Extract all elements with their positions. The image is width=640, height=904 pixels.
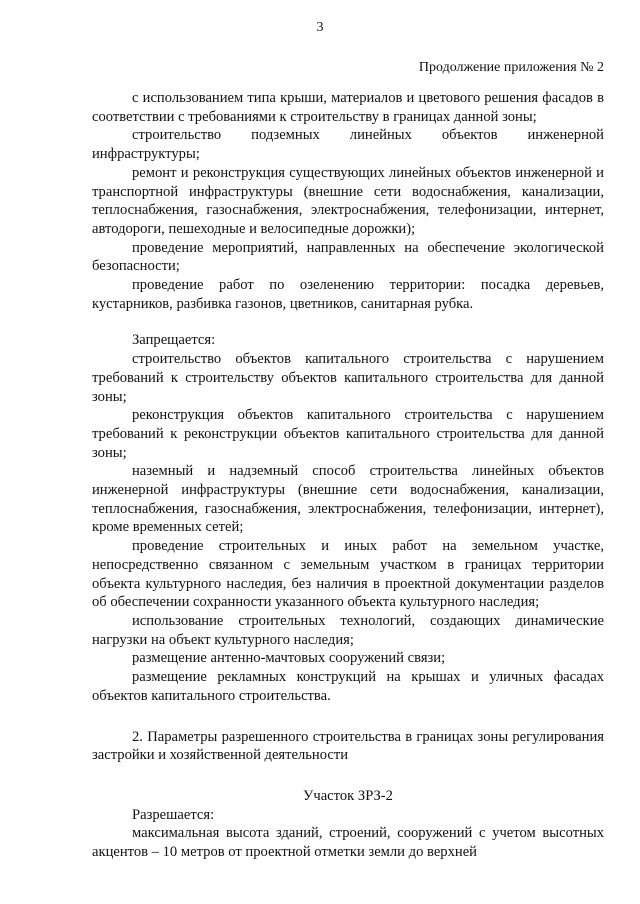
paragraph: проведение мероприятий, направленных на обеспечение экологической безопасности; [92, 239, 604, 275]
paragraph: максимальная высота зданий, строений, сооружений с учетом высотных акцентов – 10 метров от проектной отметки земли до верхней [92, 825, 604, 861]
section-heading: 2. Параметры разрешенного строительства в границах зоны регулирования застройки и хозяйственной деятельности [92, 728, 604, 764]
paragraph: проведение строительных и иных работ на земельном участке, непосредственно связанном с земельным участком в границах территории объекта культурного наследия, без наличия в проектной документации разделов об обеспечении сохранности указанного объекта культурного наследия; [92, 538, 604, 611]
paragraph: реконструкция объектов капитального строительства с нарушением требований к реконструкции объектов капитального строительства для данной зоны; [92, 407, 604, 461]
forbidden-heading: Запрещается: [132, 332, 216, 349]
allowed-heading: Разрешается: [132, 806, 215, 823]
paragraph: проведение работ по озеленению территории: посадка деревьев, кустарников, разбивка газонов, цветников, санитарная рубка. [92, 277, 604, 312]
paragraph: строительство подземных линейных объектов инженерной инфраструктуры; [92, 127, 604, 163]
paragraph: строительство объектов капитального строительства с нарушением требований к строительству объектов капитального строительства для данной зоны; [92, 351, 604, 405]
page-number: 3 [316, 20, 324, 35]
paragraph: размещение антенно-мачтовых сооружений связи; [132, 650, 446, 667]
plot-title: Участок ЗРЗ-2 [303, 787, 393, 804]
paragraph: использование строительных технологий, создающих динамические нагрузки на объект культурного наследия; [92, 612, 604, 648]
paragraph: наземный и надземный способ строительства линейных объектов инженерной инфраструктуры (внешние сети водоснабжения, канализации, теплоснабжения, газоснабжения, электроснабжения, телефонизации, интернет), кроме временных сетей; [92, 463, 604, 536]
paragraph: ремонт и реконструкция существующих линейных объектов инженерной и транспортной инфраструктуры (внешние сети водоснабжения, канализации, теплоснабжения, газоснабжения, электроснабжения, телефонизации, интернет, автодороги, пешеходные и велосипедные дорожки); [92, 164, 604, 237]
document-body [92, 89, 604, 862]
paragraph: с использованием типа крыши, материалов и цветового решения фасадов в соответствии с требованиями к строительству в границах данной зоны; [92, 90, 604, 125]
appendix-continuation: Продолжение приложения № 2 [418, 60, 604, 75]
paragraph: размещение рекламных конструкций на крышах и уличных фасадах объектов капитального строительства. [92, 669, 604, 704]
